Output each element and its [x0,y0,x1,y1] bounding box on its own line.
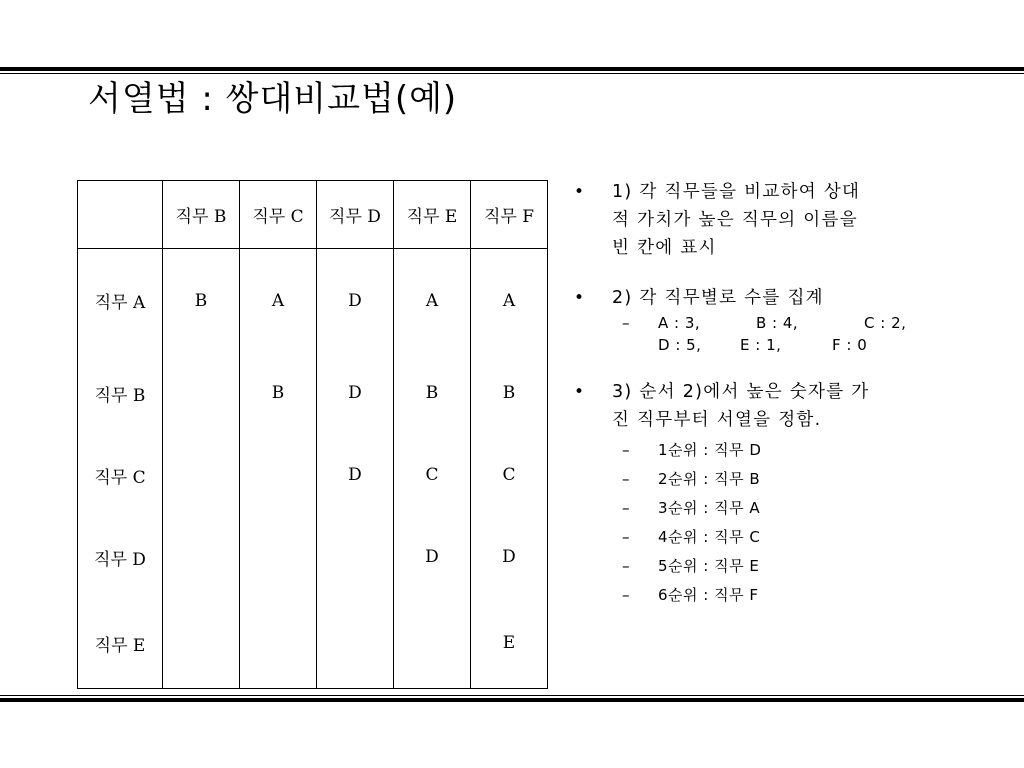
row-header: 직무 D [78,516,163,598]
dash-icon: – [622,586,630,604]
note-line: 진 직무부터 서열을 정함. [612,410,822,430]
table-cell: D [394,516,471,598]
rank-item [572,552,932,581]
bullet-icon: • [574,382,585,402]
slide-title: 서열법 : 쌍대비교법(예) [88,79,458,119]
column-header: 직무 C [240,181,317,249]
rank-item [572,523,932,552]
row-header: 직무 C [78,434,163,516]
column-header: 직무 B [163,181,240,249]
table-cell [163,352,240,434]
row-header: 직무 E [78,598,163,689]
note-item-2 [572,284,932,312]
note-line: 3) 순서 2)에서 높은 숫자를 가 [612,382,870,402]
count-line [572,312,932,334]
note-line: 적 가치가 높은 직무의 이름을 [612,210,858,230]
table-cell: D [317,249,394,353]
table-cell: A [394,249,471,353]
table-cell [240,516,317,598]
rank-item [572,436,932,465]
table-row [78,598,548,689]
table-cell: B [471,352,548,434]
table-cell: D [317,434,394,516]
table-cell: D [317,352,394,434]
count-value: F : 0 [832,336,868,354]
dash-icon: – [622,557,630,575]
table-row [78,352,548,434]
rank-text: 4순위 : 직무 C [658,528,761,546]
table-cell: A [240,249,317,353]
count-value: A : 3, [658,314,701,332]
rank-text: 5순위 : 직무 E [658,557,760,575]
table-row [78,249,548,353]
table-cell [394,598,471,689]
count-line [572,334,932,356]
note-line: 빈 칸에 표시 [612,238,717,258]
table-cell [163,434,240,516]
bullet-icon: • [574,288,585,308]
column-header: 직무 D [317,181,394,249]
table-cell [240,598,317,689]
top-rule-thin [0,73,1024,74]
rank-text: 2순위 : 직무 B [658,470,761,488]
table-cell [317,598,394,689]
table-row [78,516,548,598]
table-corner-cell [78,181,163,249]
table-cell: C [471,434,548,516]
table-cell: B [163,249,240,353]
note-line: 2) 각 직무별로 수를 집계 [612,288,824,308]
table-cell: E [471,598,548,689]
rank-item [572,581,932,610]
pairwise-comparison-table [77,180,548,689]
top-rule-thick [0,67,1024,71]
count-value: E : 1, [740,336,782,354]
table-cell: A [471,249,548,353]
table-cell [163,598,240,689]
note-line: 1) 각 직무들을 비교하여 상대 [612,182,861,202]
note-item-1 [572,178,932,262]
row-header: 직무 B [78,352,163,434]
count-value: B : 4, [756,314,799,332]
rank-text: 6순위 : 직무 F [658,586,759,604]
table-cell [317,516,394,598]
count-value: D : 5, [658,336,702,354]
dash-icon: – [622,470,630,488]
table-cell: C [394,434,471,516]
dash-icon: – [622,314,630,332]
rank-item [572,465,932,494]
dash-icon: – [622,499,630,517]
table-row [78,434,548,516]
dash-icon: – [622,528,630,546]
rank-text: 1순위 : 직무 D [658,441,762,459]
count-summary [572,312,932,356]
table-cell: D [471,516,548,598]
table-cell [163,516,240,598]
count-value: C : 2, [864,314,907,332]
rank-list [572,436,932,610]
bottom-rule-thin [0,695,1024,696]
rank-item [572,494,932,523]
bullet-icon: • [574,182,585,202]
column-header: 직무 F [471,181,548,249]
table-header-row [78,181,548,249]
rank-text: 3순위 : 직무 A [658,499,761,517]
explanation-notes [572,178,932,610]
column-header: 직무 E [394,181,471,249]
row-header: 직무 A [78,249,163,353]
table-cell: B [240,352,317,434]
dash-icon: – [622,441,630,459]
table-cell: B [394,352,471,434]
table-cell [240,434,317,516]
note-item-3 [572,378,932,434]
bottom-rule-thick [0,698,1024,702]
